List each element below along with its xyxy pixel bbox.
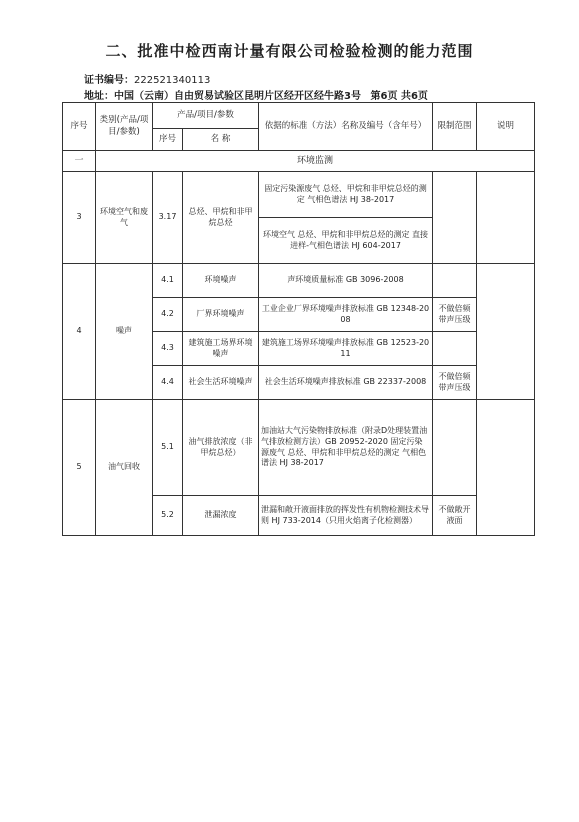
item-limit	[433, 400, 477, 496]
item-standard: 建筑施工场界环境噪声排放标准 GB 12523-2011	[259, 332, 433, 366]
header-row	[63, 103, 535, 129]
item-limit: 不做倍频带声压级	[433, 366, 477, 400]
address-value: 中国（云南）自由贸易试验区昆明片区经开区经牛路3号	[114, 91, 361, 102]
item-sub-seq: 4.1	[153, 264, 183, 298]
header-category: 类别(产品/项目/参数)	[96, 103, 153, 151]
header-seq: 序号	[63, 103, 96, 151]
item-standard: 固定污染源废气 总烃、甲烷和非甲烷总烃的测定 气相色谱法 HJ 38-2017	[259, 172, 433, 218]
item-limit	[433, 172, 477, 264]
item-name: 总烃、甲烷和非甲烷总烃	[183, 172, 259, 264]
group-number: 5	[63, 400, 96, 536]
item-sub-seq: 4.2	[153, 298, 183, 332]
item-name: 泄漏浓度	[183, 496, 259, 536]
cert-label: 证书编号：	[84, 75, 134, 86]
item-standard: 工业企业厂界环境噪声排放标准 GB 12348-2008	[259, 298, 433, 332]
item-standard: 社会生活环境噪声排放标准 GB 22337-2008	[259, 366, 433, 400]
item-limit	[433, 264, 477, 298]
header-limit: 限制范围	[433, 103, 477, 151]
item-standard: 环境空气 总烃、甲烷和非甲烷总烃的测定 直接进样-气相色谱法 HJ 604-2017	[259, 218, 433, 264]
item-sub-seq: 5.2	[153, 496, 183, 536]
group-number: 4	[63, 264, 96, 400]
item-name: 建筑施工场界环境噪声	[183, 332, 259, 366]
item-name: 油气排放浓度（非甲烷总烃）	[183, 400, 259, 496]
page-info: 第6页 共6页	[370, 91, 428, 102]
item-limit	[433, 332, 477, 366]
item-name: 环境噪声	[183, 264, 259, 298]
item-sub-seq: 3.17	[153, 172, 183, 264]
item-standard: 加油站大气污染物排放标准（附录D处理装置油气排放检测方法）GB 20952-2020 固定污染源废气 总烃、甲烷和非甲烷总烃的测定 气相色谱法 HJ 38-2017	[259, 400, 433, 496]
header-product-group: 产品/项目/参数	[153, 103, 259, 129]
header-standard: 依据的标准（方法）名称及编号（含年号）	[259, 103, 433, 151]
certificate-line	[84, 71, 210, 86]
address-line	[84, 87, 428, 102]
group-category: 噪声	[96, 264, 153, 400]
item-standard: 声环境质量标准 GB 3096-2008	[259, 264, 433, 298]
section-number: 一	[63, 151, 96, 172]
cert-number: 222521340113	[134, 75, 211, 86]
item-limit: 不做敞开液面	[433, 496, 477, 536]
address-label: 地址：	[84, 91, 114, 102]
table-row	[63, 172, 535, 218]
item-remark	[477, 264, 535, 400]
item-name: 厂界环境噪声	[183, 298, 259, 332]
item-limit: 不做倍频带声压级	[433, 298, 477, 332]
header-sub-seq: 序号	[153, 129, 183, 151]
item-sub-seq: 4.3	[153, 332, 183, 366]
item-remark	[477, 172, 535, 264]
item-sub-seq: 5.1	[153, 400, 183, 496]
item-remark	[477, 400, 535, 536]
header-name: 名 称	[183, 129, 259, 151]
section-name: 环境监测	[96, 151, 535, 172]
item-name: 社会生活环境噪声	[183, 366, 259, 400]
item-sub-seq: 4.4	[153, 366, 183, 400]
header-remark: 说明	[477, 103, 535, 151]
section-row	[63, 151, 535, 172]
table-row	[63, 400, 535, 496]
group-number: 3	[63, 172, 96, 264]
group-category: 环境空气和废气	[96, 172, 153, 264]
page-title: 二、批准中检西南计量有限公司检验检测的能力范围	[105, 42, 474, 60]
capability-table	[62, 102, 535, 536]
group-category: 油气回收	[96, 400, 153, 536]
table-row	[63, 264, 535, 298]
item-standard: 泄漏和敞开液面排放的挥发性有机物检测技术导则 HJ 733-2014（只用火焰离子化检测器）	[259, 496, 433, 536]
